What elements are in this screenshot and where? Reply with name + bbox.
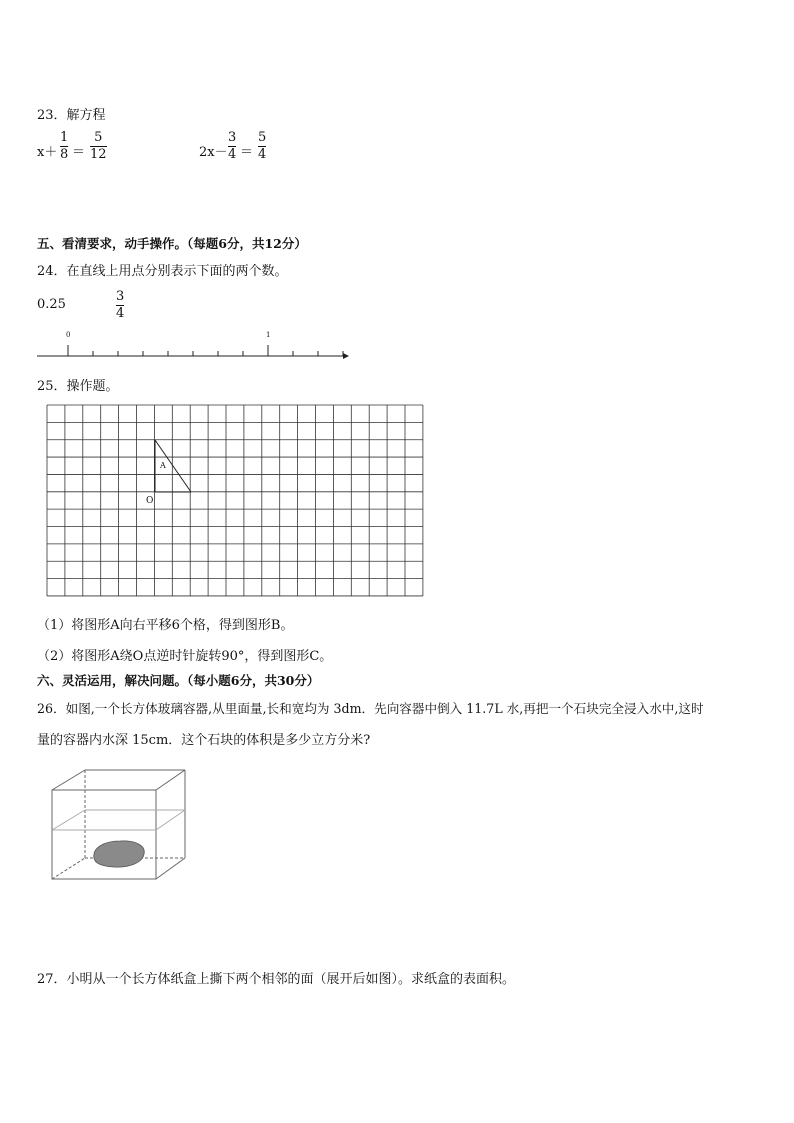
eq1-lhs: x＋ — [37, 145, 58, 160]
eq2-f1-numerator: 3 — [228, 130, 237, 145]
q23-title: 23．解方程 — [37, 108, 106, 123]
eq1-equals: ＝ — [72, 145, 86, 160]
q26-line-1: 26．如图,一个长方体玻璃容器,从里面量,长和宽均为 3dm．先向容器中倒入 11.7L 水,再把一个石块完全浸入水中,这时 — [37, 701, 704, 716]
axis-label-one: 1 — [266, 331, 271, 339]
eq1-f1-denominator: 8 — [60, 147, 69, 162]
section6-heading: 六、灵活运用，解决问题。（每小题6分，共30分） — [37, 673, 320, 688]
eq1-f2-denominator: 12 — [90, 147, 107, 162]
eq2-lhs: 2x－ — [199, 145, 228, 160]
q25-task-1: （1）将图形A向右平移6个格，得到图形B。 — [37, 618, 294, 633]
eq2-equals: ＝ — [240, 145, 254, 160]
axis-label-zero: 0 — [66, 331, 71, 339]
q26-line-2: 量的容器内水深 15cm．这个石块的体积是多少立方分米? — [37, 733, 371, 748]
q25-title: 25．操作题。 — [37, 379, 119, 394]
shape-a-label: A — [160, 461, 166, 470]
q24-fraction-numerator: 3 — [116, 289, 125, 304]
q24-fraction-denominator: 4 — [116, 306, 125, 321]
eq2-f1-denominator: 4 — [228, 147, 237, 162]
section5-heading: 五、看清要求，动手操作。（每题6分，共12分） — [37, 236, 307, 251]
q25-task-2: （2）将图形A绕O点逆时针旋转90°，得到图形C。 — [37, 649, 333, 664]
q27-title: 27．小明从一个长方体纸盒上撕下两个相邻的面（展开后如图）。求纸盒的表面积。 — [37, 972, 516, 987]
eq1-f2-numerator: 5 — [94, 130, 103, 145]
eq2-f2-denominator: 4 — [258, 147, 267, 162]
eq1-f1-numerator: 1 — [60, 130, 69, 145]
stone — [94, 841, 144, 867]
q24-title: 24．在直线上用点分别表示下面的两个数。 — [37, 264, 288, 279]
q24-value-decimal: 0.25 — [37, 297, 66, 312]
eq2-f2-numerator: 5 — [258, 130, 267, 145]
origin-label: O — [146, 496, 154, 506]
